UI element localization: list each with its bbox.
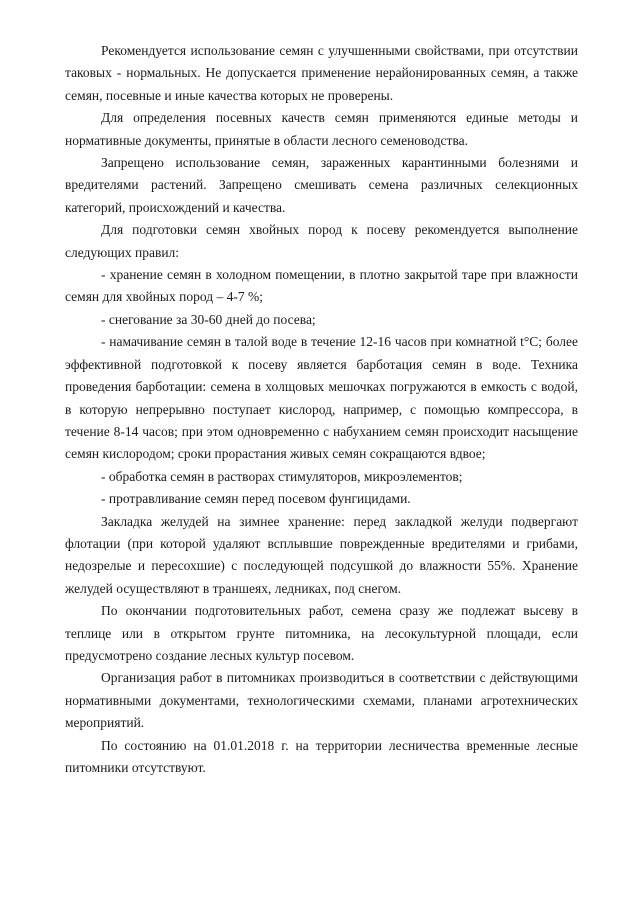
paragraph-conifer-preparation-intro: Для подготовки семян хвойных пород к посеву рекомендуется выполнение следующих правил: bbox=[65, 222, 578, 260]
list-item-soaking-barbotage: - намачивание семян в талой воде в течение 12-16 часов при комнатной t°С; более эффективной подготовкой к посеву является барботация семян в воде. Техника проведения барботации: семена в холщовых мешочках погружаются в емкость с водой, в которую непрерывно поступает кислород, например, с помощью компрессора, в течение 8-14 часов; при этом одновременно с набуханием семян происходит насыщение семян кислородом; сроки прорастания живых семян сокращаются вдвое; bbox=[65, 334, 578, 462]
paragraph-sowing-after-preparation: По окончании подготовительных работ, семена сразу же подлежат высеву в теплице или в открытом грунте питомника, на лесокультурной площади, если предусмотрено создание лесных культур посевом. bbox=[65, 603, 578, 663]
list-item-storage: - хранение семян в холодном помещении, в плотно закрытой таре при влажности семян для хвойных пород – 4-7 %; bbox=[65, 267, 578, 305]
list-item-stimulators: - обработка семян в растворах стимуляторов, микроэлементов; bbox=[101, 468, 463, 484]
paragraph-infected-seeds-ban: Запрещено использование семян, зараженных карантинными болезнями и вредителями растений. Запрещено смешивать семена различных селекционных категорий, происхождений и качества. bbox=[65, 155, 578, 215]
document-body bbox=[65, 40, 578, 779]
list-item-fungicides: - протравливание семян перед посевом фунгицидами. bbox=[101, 491, 411, 507]
paragraph-nursery-status: По состоянию на 01.01.2018 г. на территории лесничества временные лесные питомники отсутствуют. bbox=[65, 737, 578, 775]
paragraph-acorn-storage: Закладка желудей на зимнее хранение: перед закладкой желуди подвергают флотации (при которой удаляют всплывшие поврежденные вредителями и грибами, недозрелые и пересохшие) с последующей подсушкой до влажности 55%. Хранение желудей осуществляют в траншеях, ледниках, под снегом. bbox=[65, 513, 578, 596]
paragraph-nursery-organization: Организация работ в питомниках производиться в соответствии с действующими нормативными документами, технологическими схемами, планами агротехнических мероприятий. bbox=[65, 670, 578, 731]
paragraph-sowing-quality-methods: Для определения посевных качеств семян применяются единые методы и нормативные документы, принятые в области лесного семеноводства. bbox=[65, 110, 578, 148]
list-item-snow-treatment: - снегование за 30-60 дней до посева; bbox=[101, 311, 316, 327]
paragraph-improved-seeds: Рекомендуется использование семян с улучшенными свойствами, при отсутствии таковых - нормальных. Не допускается применение нерайонированных семян, а также семян, посевные и иные качества которых не проверены. bbox=[65, 43, 578, 103]
